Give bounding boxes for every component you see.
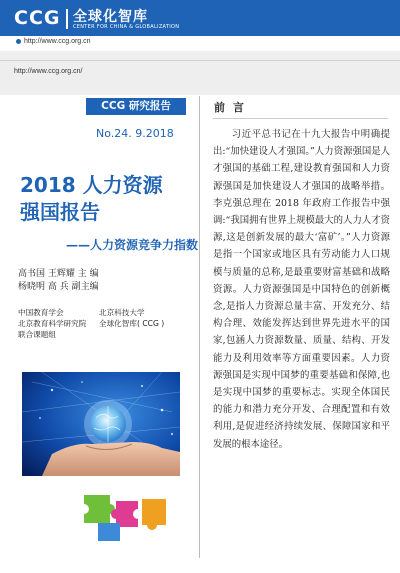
report-title-line2: 强国报告 [20, 200, 100, 224]
issue-number: No.24. 9.2018 [96, 127, 174, 140]
preface-heading: 前 言 [214, 101, 246, 114]
column-divider [199, 96, 200, 558]
org-col1-item: 中国教育学会 [18, 308, 64, 317]
org-col1-item: 北京教育科学研究院 [18, 319, 87, 328]
editors [18, 268, 99, 294]
cover-photo-hand-globe [22, 372, 180, 476]
bullet-icon [16, 39, 21, 44]
url-band-rule [0, 60, 400, 61]
series-label: CCG 研究报告 [86, 98, 186, 115]
url-band-text[interactable]: http://www.ccg.org.cn/ [14, 68, 83, 75]
header-banner [0, 0, 400, 36]
logo-org-name-en: CENTER FOR CHINA & GLOBALIZATION [73, 24, 180, 30]
org-col1-item: 联合课题组 [18, 330, 56, 339]
url-top[interactable] [16, 38, 91, 45]
org-col2-item: 全球化智库( CCG ) [99, 319, 165, 328]
organizations [18, 307, 165, 340]
logo-ccg: CCG [14, 7, 61, 29]
editors-line1: 高书国 王辉耀 主 编 [18, 269, 99, 279]
editors-line2: 杨晓明 高 兵 副主编 [18, 282, 99, 292]
report-title-line1: 2018 人力资源 [20, 173, 163, 197]
preface-rule [213, 118, 388, 119]
logo-org-name-cn: 全球化智库 [73, 9, 148, 25]
logo-divider [66, 9, 68, 29]
org-col2-item: 北京科技大学 [99, 308, 145, 317]
url-top-text: http://www.ccg.org.cn [24, 38, 91, 45]
puzzle-pieces-image [70, 489, 175, 545]
preface-body: 习近平总书记在十九大报告中明确提出:“加快建设人才强国。”人力资源强国是人才强国的基础工程,建设教育强国和人力资源强国是加快建设人才强国的战略举措。李克强总理在 2018 年政府工作报告中强调:“我国拥有世界上规模最大的人力人才资源,这是创新发展的最大‘富矿’。”人力资源是指一个国家或地区具有劳动能力人口规模与质量的总称,是最重要财富基础和战略资源。人力资源强国是中国特色的创新概念,是指人力资源总量丰富、开发充分、结构合理、效能发挥达到世界先进水平的国家,包涵人力资源数量、质量、结构、开发能力及利用效率等方面重要因素。人力资源强国是实现中国梦的重要基础和保障,也是实现中国梦的重要标志。实现全体国民的能力和潜力充分开发、合理配置和有效利用,是促进经济持续发展、保障国家和平发展的根本途径。 [213, 129, 390, 450]
report-subtitle: ——人力资源竞争力指数 [66, 238, 199, 252]
